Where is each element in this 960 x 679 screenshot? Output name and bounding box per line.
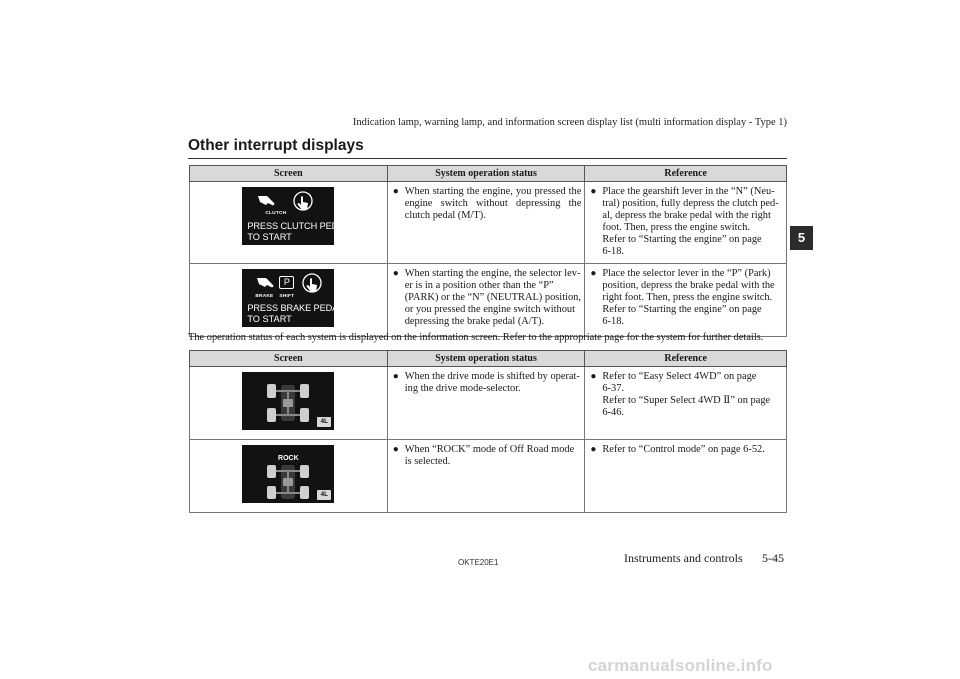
status-text: When starting the engine, the selector lev- er is in a position other than the “P” (PARK) or the “N” (NEUTRAL) position, or you pressed the engine switch without depressing the brake pedal (A/T). (404, 268, 581, 327)
reference-text: Place the gearshift lever in the “N” (Neu- tral) position, fully depress the clutch ped- al, depress the brake pedal with the right foot. Then, press the engine switch. Refer to “Starting the engine” on page 6-18. (602, 186, 779, 257)
section-title-text: Other interrupt displays (188, 137, 364, 154)
display-rock-screen (242, 445, 334, 503)
bullet: ● (590, 186, 597, 197)
reference-text: Refer to “Easy Select 4WD” on page 6-37. Refer to “Super Select 4WD Ⅱ” on page 6-46. (602, 371, 771, 418)
reference-cell (585, 182, 787, 264)
page-number: 5-45 (762, 551, 784, 565)
table-row (190, 367, 787, 440)
reference-text: Place the selector lever in the “P” (Park) position, depress the brake pedal with the right foot. Then, press the engine switch. Refer to “Starting the engine” on page 6-18. (602, 268, 775, 327)
park-indicator-icon: P (279, 276, 294, 289)
section-title (188, 137, 787, 159)
display-clutch-screen (242, 187, 350, 245)
screen-cell (190, 182, 388, 264)
column-header-screen: Screen (190, 166, 388, 182)
status-cell (387, 182, 585, 264)
status-text: When starting the engine, you pressed the engine switch without depressing the clutch pedal (M/T). (404, 186, 582, 221)
display-line-1: PRESS CLUTCH PEDAL (247, 221, 350, 231)
touch-finger-icon (301, 273, 323, 297)
status-text: When the drive mode is shifted by operat- ing the drive mode-selector. (404, 371, 580, 394)
document-code: OKTE20E1 (458, 558, 499, 567)
screen-cell (190, 440, 388, 513)
4l-badge: 4L (317, 417, 331, 427)
system-status-table (189, 350, 787, 513)
screen-cell (190, 367, 388, 440)
bullet: ● (590, 371, 597, 382)
column-header-screen: Screen (190, 351, 388, 367)
column-header-reference: Reference (585, 351, 787, 367)
status-cell (387, 264, 585, 337)
vehicle-wheels-icon (265, 462, 311, 502)
display-brake-screen (242, 269, 344, 327)
footer-section-name: Instruments and controls (624, 551, 743, 565)
column-header-reference: Reference (585, 166, 787, 182)
column-header-status: System operation status (387, 166, 585, 182)
interrupt-display-table (189, 165, 787, 337)
4l-badge: 4L (317, 490, 331, 500)
bullet: ● (392, 444, 399, 455)
table-row (190, 182, 787, 264)
clutch-tag: CLUTCH (265, 211, 287, 216)
chapter-tab: 5 (790, 226, 813, 250)
hand-icon (256, 275, 276, 289)
table-header-row (190, 166, 787, 182)
watermark: carmanualsonline.info (588, 656, 773, 675)
display-line-2: TO START (247, 232, 292, 242)
column-header-status: System operation status (387, 351, 585, 367)
table-row (190, 264, 787, 337)
running-header: Indication lamp, warning lamp, and information screen display list (multi information display - Type 1) (352, 117, 787, 128)
hand-icon (257, 193, 277, 207)
display-4l-screen (242, 372, 334, 430)
bullet: ● (392, 186, 399, 197)
reference-cell (585, 440, 787, 513)
rock-mode-label: ROCK (278, 455, 299, 462)
reference-cell (585, 367, 787, 440)
table-row (190, 440, 787, 513)
screen-cell (190, 264, 388, 337)
reference-cell (585, 264, 787, 337)
reference-text: Refer to “Control mode” on page 6-52. (602, 444, 765, 455)
bullet: ● (590, 444, 597, 455)
bullet: ● (392, 268, 399, 279)
explanation-paragraph: The operation status of each system is displayed on the information screen. Refer to the appropriate page for the system for further details. (188, 332, 764, 343)
display-line-1: PRESS BRAKE PEDAL (247, 303, 344, 313)
vehicle-wheels-icon (265, 381, 311, 425)
display-line-2: TO START (247, 314, 292, 324)
shift-tag: SHIFT (279, 294, 295, 299)
table-header-row (190, 351, 787, 367)
touch-finger-icon (292, 191, 314, 215)
bullet: ● (392, 371, 399, 382)
status-cell (387, 367, 585, 440)
status-text: When “ROCK” mode of Off Road mode is selected. (404, 444, 575, 467)
status-cell (387, 440, 585, 513)
brake-tag: BRAKE (255, 294, 274, 299)
bullet: ● (590, 268, 597, 279)
